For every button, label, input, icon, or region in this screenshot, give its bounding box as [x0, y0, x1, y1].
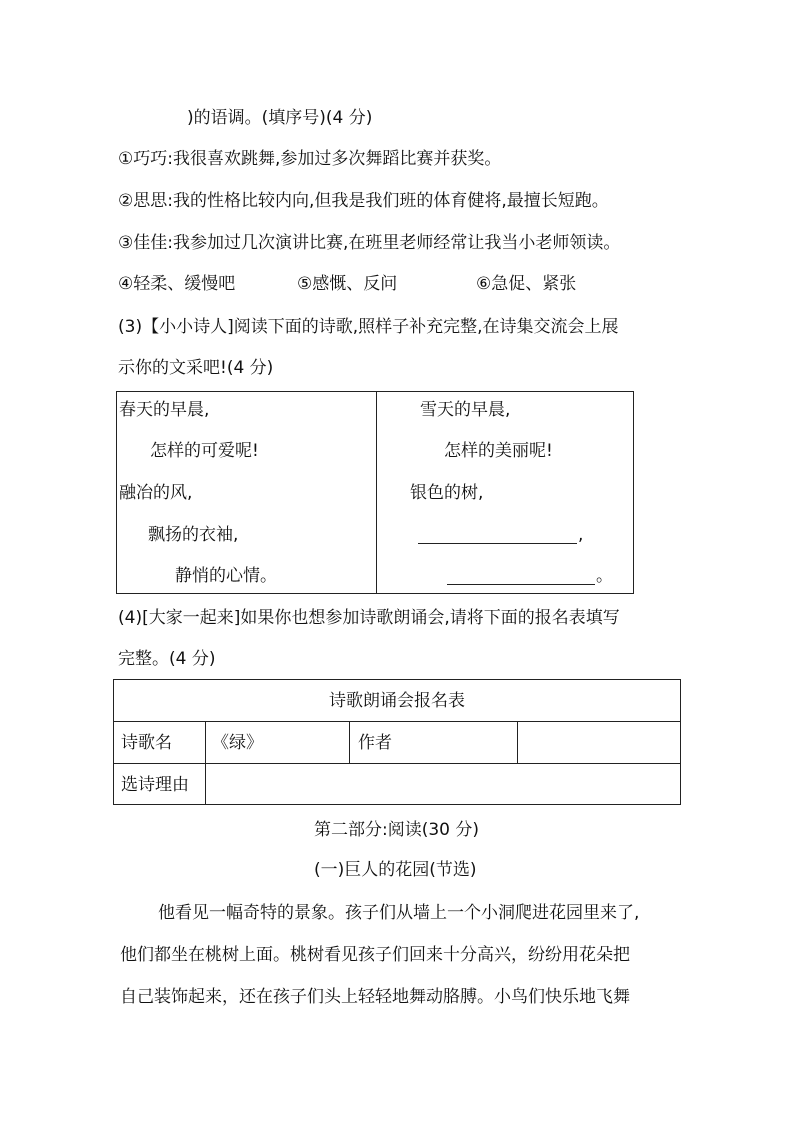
passage-line-3: 自己装饰起来，还在孩子们头上轻轻地舞动胳膊。小鸟们快乐地飞舞 — [120, 987, 630, 1007]
reg-form-title: 诗歌朗诵会报名表 — [329, 691, 465, 711]
poem-left-line-2: 怎样的可爱呢! — [150, 441, 259, 461]
poem-blank-2-end: 。 — [596, 566, 613, 586]
option-4: ④轻柔、缓慢吧 — [118, 274, 236, 294]
question-4-line2: 完整。(4 分) — [118, 649, 216, 669]
question-3-line1: (3)【小小诗人]阅读下面的诗歌,照样子补充完整,在诗集交流会上展 — [118, 317, 619, 337]
poem-blank-1[interactable] — [418, 543, 577, 544]
poem-right-line-2: 怎样的美丽呢! — [444, 441, 553, 461]
reg-col-divider-2 — [349, 721, 350, 763]
poem-left-line-3: 融冶的风, — [119, 483, 193, 503]
reg-col-divider-1 — [205, 721, 206, 805]
question-4-line1: (4)[大家一起来]如果你也想参加诗歌朗诵会,请将下面的报名表填写 — [118, 608, 620, 628]
reg-row-divider-1 — [114, 721, 680, 722]
question-intro: )的语调。(填序号)(4 分) — [187, 108, 373, 128]
question-3-line2: 示你的文采吧!(4 分) — [118, 358, 274, 378]
poem-table — [116, 391, 634, 594]
statement-3: ③佳佳:我参加过几次演讲比赛,在班里老师经常让我当小老师领读。 — [118, 233, 621, 253]
author-label: 作者 — [358, 733, 392, 753]
passage-line-2: 他们都坐在桃树上面。桃树看见孩子们回来十分高兴，纷纷用花朵把 — [120, 945, 630, 965]
poem-left-line-5: 静悄的心情。 — [175, 566, 277, 586]
poem-right-line-3: 银色的树, — [410, 483, 484, 503]
passage-line-1: 他看见一幅奇特的景象。孩子们从墙上一个小洞爬进花园里来了, — [158, 903, 640, 923]
poem-name-label: 诗歌名 — [121, 733, 172, 753]
poem-blank-1-end: , — [578, 525, 584, 545]
statement-1: ①巧巧:我很喜欢跳舞,参加过多次舞蹈比赛并获奖。 — [118, 149, 502, 169]
passage-title: (一)巨人的花园(节选) — [314, 860, 477, 880]
poem-table-divider — [376, 392, 377, 593]
poem-blank-2[interactable] — [447, 584, 595, 585]
registration-form-table — [113, 679, 681, 805]
part-2-title: 第二部分:阅读(30 分) — [314, 820, 480, 840]
reg-row-divider-2 — [114, 763, 680, 764]
reg-col-divider-3 — [517, 721, 518, 763]
option-5: ⑤感慨、反问 — [297, 274, 398, 294]
poem-name-value[interactable]: 《绿》 — [212, 733, 263, 753]
option-6: ⑥急促、紧张 — [476, 274, 577, 294]
poem-left-line-4: 飘扬的衣袖, — [148, 525, 239, 545]
poem-left-line-1: 春天的早晨, — [119, 400, 210, 420]
statement-2: ②思思:我的性格比较内向,但我是我们班的体育健将,最擅长短跑。 — [118, 191, 609, 211]
reason-label: 选诗理由 — [121, 775, 189, 795]
poem-right-line-1: 雪天的早晨, — [420, 400, 511, 420]
